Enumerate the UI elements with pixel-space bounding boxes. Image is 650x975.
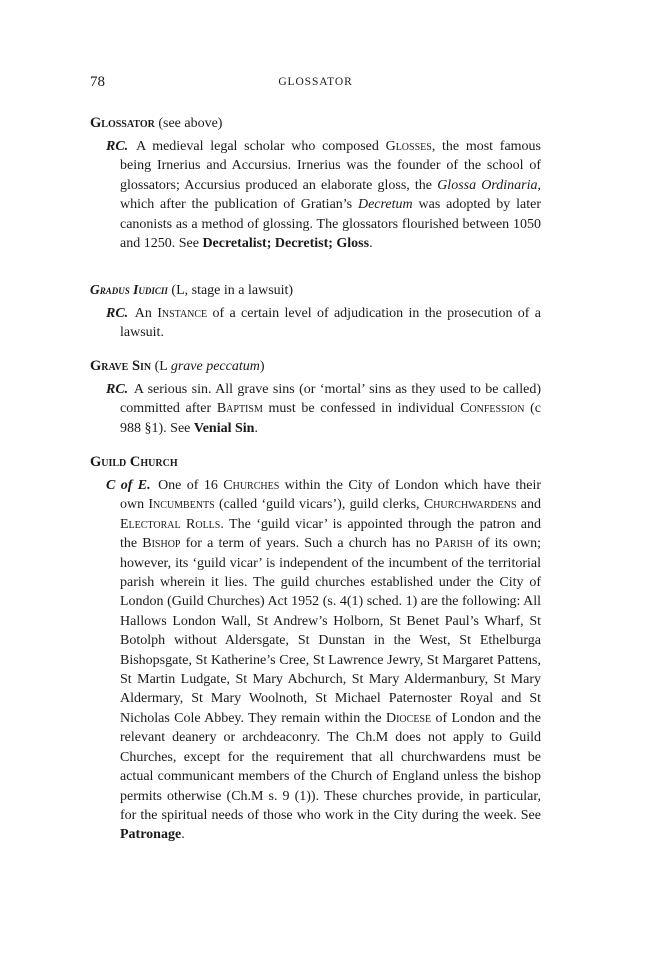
text-run: of its own; however, its ‘guild vicar’ is independent of the incumbent of the territorial parish wherein it lies. The guild churches established under the City of London (Guild Churches) Act 1952 (s. 4(1) sched. 1) are the following: All Hallows London Wall, St Andrew’s Holborn, St Benet Paul’s Wharf, St Botolph without Aldersgate, St Dunstan in the West, St Ethelburga Bishopsgate, St Katherine’s Cree, St Lawrence Jewry, St Margaret Pattens, St Martin Ludgate, St Mary Abchurch, St Mary Aldermanbury, St Mary Aldermary, St Mary Woolnoth, St Michael Paternoster Royal and St Nicholas Cole Abbey. They remain within the [120, 536, 541, 726]
italic-term: Decretum [357, 197, 413, 213]
headword: Glossator [90, 115, 155, 131]
headword: Grave Sin [90, 358, 152, 374]
running-head [90, 74, 541, 94]
cross-reference-term: Incumbents [148, 497, 215, 513]
entry-head [90, 452, 541, 473]
headword-note: (L, stage in a lawsuit) [167, 283, 294, 298]
entry-body [106, 380, 541, 438]
entry-body [106, 304, 541, 343]
text-run: A serious sin. All grave sins (or ‘mortal’ sins as they used to be called) committed after [120, 382, 541, 417]
tradition-label: RC. [106, 382, 129, 397]
entry-body [106, 137, 541, 253]
text-run: must be confessed in individual [262, 401, 461, 417]
headword-note-latin: grave peccatum [170, 359, 260, 374]
tradition-label: RC. [106, 306, 129, 321]
text-run: of a certain level of adjudication in the prosecution of a lawsuit. [120, 306, 541, 341]
text-run: . [181, 827, 185, 843]
entry-guild-church [90, 452, 541, 845]
cross-reference-term: Baptism [216, 401, 263, 417]
cross-reference-term: Electoral Rolls [120, 516, 221, 532]
headword-note-suffix: ) [259, 359, 265, 374]
cross-reference-term: Diocese [385, 710, 432, 726]
cross-reference-term: Bishop [142, 536, 181, 552]
entry-gradus-iudicii [90, 280, 541, 343]
cross-reference-term: Churchwardens [423, 497, 517, 513]
entry-text [120, 306, 541, 340]
cross-reference-term: Churches [223, 478, 280, 493]
cross-reference-term: Parish [434, 536, 473, 552]
entry-text [120, 478, 541, 842]
text-run: for a term of years. Such a church has no [180, 536, 435, 552]
text-run: . [369, 236, 373, 252]
text-run: , which after the publication of Gratian’s [120, 177, 542, 213]
entry-head [90, 356, 541, 377]
text-run: . [254, 420, 258, 436]
entry-body [106, 476, 541, 845]
italic-term: Glossa Ordinaria [437, 177, 538, 193]
see-reference: Venial Sin [193, 420, 255, 436]
entry-text [120, 139, 541, 251]
text-run: . The ‘guild vicar’ is appointed through the patron and the [120, 516, 541, 552]
text-run: One of 16 [158, 478, 224, 493]
text-run: (called ‘guild vicars’), guild clerks, [214, 497, 424, 513]
headword: Guild Church [90, 454, 178, 470]
headword-note-prefix: (L [151, 359, 171, 374]
text-run: (c 988 §1). See [120, 401, 541, 436]
headword-note: (see above) [154, 116, 223, 131]
cross-reference-term: Glosses [385, 139, 432, 154]
text-run: , the most famous being Irnerius and Accursius. Irnerius was the founder of the school of glossators; Accursius produced an elaborate gloss, the [120, 139, 541, 193]
text-run: An [134, 306, 158, 321]
entry-head [90, 113, 541, 134]
page-number: 78 [90, 74, 105, 90]
cross-reference-term: Instance [157, 306, 208, 321]
text-run: within the City of London which have their own [120, 478, 542, 513]
entry-glossator [90, 113, 541, 253]
cross-reference-term: Confession [460, 401, 525, 417]
text-run: and [516, 497, 541, 513]
text-run: was adopted by later canonists as a method of glossing. The glossators flourished between 1050 and 1250. See [120, 197, 541, 252]
text-run: A medieval legal scholar who composed [136, 139, 386, 154]
tradition-label: C of E. [106, 478, 151, 493]
text-run: of London and the relevant deanery or archdeaconry. The Ch.M does not apply to Guild Churches, except for the requirement that all churchwardens must be actual communicant members of the Church of England unless the bishop permits otherwise (Ch.M s. 9 (1)). These churches provide, in particular, for the spiritual needs of those who work in the City during the week. See [120, 710, 541, 823]
tradition-label: RC. [106, 139, 129, 154]
see-reference: Decretalist; Decretist; Gloss [202, 236, 370, 252]
headword: Gradus Iudicii [90, 282, 168, 297]
entry-grave-sin [90, 356, 541, 438]
running-title: GLOSSATOR [278, 76, 353, 88]
see-reference: Patronage [120, 827, 182, 843]
entry-text [120, 382, 541, 436]
entry-head [90, 280, 541, 301]
